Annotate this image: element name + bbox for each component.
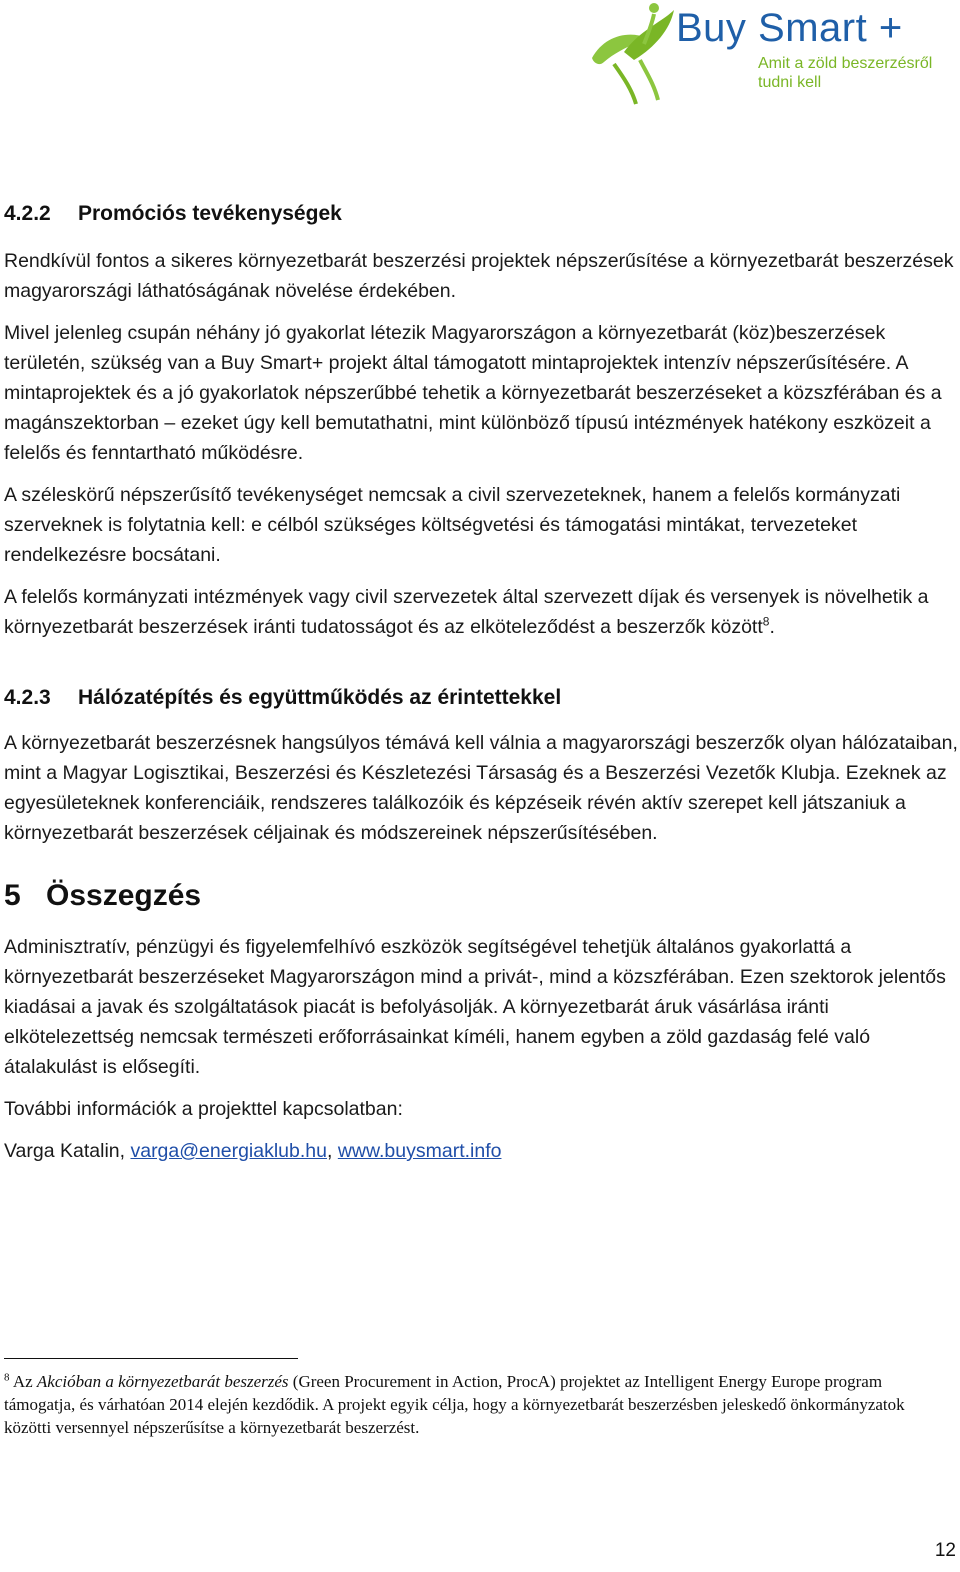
leaf-figure-icon xyxy=(584,0,684,105)
footnote xyxy=(4,1370,954,1439)
section-number: 4.2.2 xyxy=(4,202,51,225)
chapter-title: Összegzés xyxy=(46,879,202,912)
contact-line xyxy=(4,1136,958,1166)
chapter-heading-5 xyxy=(4,878,958,914)
paragraph: Mivel jelenleg csupán néhány jó gyakorlat létezik Magyarországon a környezetbarát (köz)beszerzések területén, szükség van a Buy Smart+ projekt által támogatott mintaprojektek intenzív népszerűsítésére. A mintaprojektek és a jó gyakorlatok népszerűbbé tehetik a környezetbarát beszerzéseket a közszférában és a magánszektorban – ezeket úgy kell bemutathatni, mint különböző típusú intézmények hatékony eszközeit a felelős és fenntartható működésre. xyxy=(4,322,942,464)
buysmart-logo xyxy=(584,0,960,110)
footnote-text: (Green Procurement in Action, ProcA) projektet az Intelligent Energy Europe program támogatja, és várhatóan 2014 elején kezdődik. A projekt egyik célja, hogy a környezetbarát beszerzésben jeleskedő önkormányzatok közötti versennyel népszerűsítse a környezetbarát beszerzést. xyxy=(4,1372,905,1437)
footnote-lead: Az xyxy=(12,1372,33,1391)
logo-title: Buy Smart + xyxy=(676,6,903,50)
page-number: 12 xyxy=(934,1540,956,1561)
paragraph xyxy=(4,582,958,642)
logo-subtitle: Amit a zöld beszerzésről tudni kell xyxy=(758,55,933,91)
paragraph: Adminisztratív, pénzügyi és figyelemfelhívó eszközök segítségével tehetjük általános gyakorlattá a környezetbarát beszerzéseket Magyarországon mind a privát-, mind a közszférában. Ezen szektorok jelentős kiadásai a javak és szolgáltatások piacát is befolyásolják. A környezetbarát áruk vásárlása iránti elkötelezettség nemcsak természeti erőforrásainkat kíméli, hanem egyben a zöld gazdaság felé való átalakulást is elősegíti. xyxy=(4,936,946,1078)
document-body xyxy=(4,200,958,1166)
section-heading-4-2-2 xyxy=(4,200,958,228)
website-link[interactable]: www.buysmart.info xyxy=(337,1140,502,1162)
footnote-mark: 8 xyxy=(4,1371,10,1384)
section-number: 4.2.3 xyxy=(4,686,51,709)
footnote-italic-title: Akcióban a környezetbarát beszerzés xyxy=(36,1372,289,1391)
section-title: Hálózatépítés és együttműködés az érintettekkel xyxy=(78,686,562,709)
separator: , xyxy=(326,1140,333,1162)
paragraph-text: A felelős kormányzati intézmények vagy civil szervezetek által szervezett díjak és versenyek is növelhetik a környezetbarát beszerzések iránti tudatosságot és az elköteleződést a beszerzők között xyxy=(4,586,929,638)
paragraph: További információk a projekttel kapcsolatban: xyxy=(4,1098,403,1120)
paragraph: A környezetbarát beszerzésnek hangsúlyos témává kell válnia a magyarországi beszerzők olyan hálózataiban, mint a Magyar Logisztikai, Beszerzési és Készletezési Társaság és a Beszerzési Vezetők Klubja. Ezeknek az egyesületeknek konferenciáik, rendszeres találkozóik és képzéseik révén aktív szerepet kell játszaniuk a környezetbarát beszerzések céljainak és módszereinek népszerűsítésében. xyxy=(4,732,958,844)
paragraph: A széleskörű népszerűsítő tevékenységet nemcsak a civil szervezeteknek, hanem a felelős kormányzati szerveknek is folytatnia kell: e célból szükséges költségvetési és támogatási mintákat, tervezeteket rendelkezésre bocsátani. xyxy=(4,484,901,566)
paragraph: Rendkívül fontos a sikeres környezetbarát beszerzési projektek népszerűsítése a környezetbarát beszerzések magyarországi láthatóságának növelése érdekében. xyxy=(4,250,954,302)
paragraph-end: . xyxy=(769,616,775,638)
section-title: Promóciós tevékenységek xyxy=(78,202,342,225)
contact-name: Varga Katalin, xyxy=(4,1140,126,1162)
footnote-divider xyxy=(4,1358,298,1359)
section-heading-4-2-3 xyxy=(4,684,958,712)
footnote-reference[interactable]: 8 xyxy=(762,614,770,629)
chapter-number: 5 xyxy=(4,879,21,912)
email-link[interactable]: varga@energiaklub.hu xyxy=(130,1140,327,1162)
